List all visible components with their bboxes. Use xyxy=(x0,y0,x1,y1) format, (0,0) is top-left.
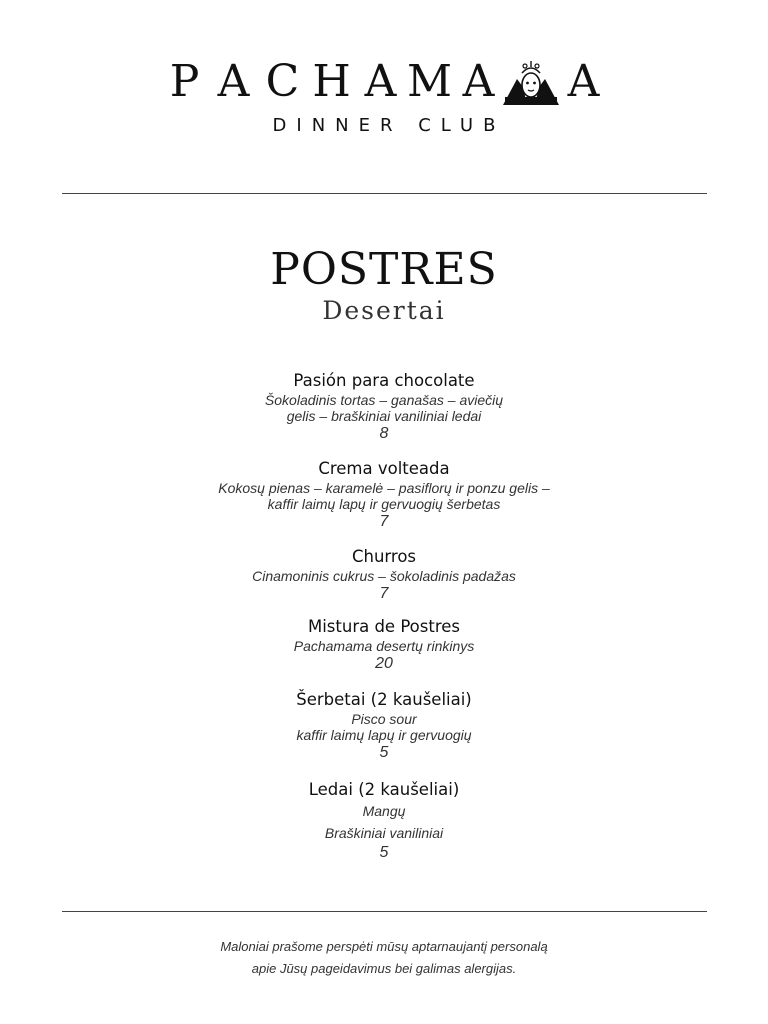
logo-letter: P xyxy=(169,56,200,107)
menu-item-desc: Braškiniai vaniliniai xyxy=(324,825,444,841)
logo-subtitle: DINNER CLUB xyxy=(272,115,506,136)
menu-item xyxy=(0,689,768,763)
menu-item-desc: Pisco sour xyxy=(351,711,417,727)
menu-item-desc: kaffir laimų lapų ir gervuogių šerbetas xyxy=(267,496,501,512)
logo-letter: A xyxy=(364,56,397,107)
menu-item xyxy=(0,779,768,863)
menu-item-price: 20 xyxy=(375,655,393,672)
menu-item xyxy=(0,370,768,444)
menu-item-price: 7 xyxy=(379,585,389,602)
menu-item-desc: Kokosų pienas – karamelė – pasiflorų ir ponzu gelis – xyxy=(218,480,550,496)
section-subtitle: Desertai xyxy=(322,296,446,325)
divider-bottom xyxy=(62,911,707,912)
menu-item-desc: Šokoladinis tortas – ganašas – aviečių xyxy=(264,392,504,408)
menu-item-price: 8 xyxy=(379,425,389,442)
menu-item-desc: Mangų xyxy=(362,803,406,819)
menu-item-desc: kaffir laimų lapų ir gervuogių xyxy=(296,727,472,743)
menu-item xyxy=(0,616,768,674)
menu-item-desc: gelis – braškiniai vaniliniai ledai xyxy=(286,408,482,424)
allergy-notice-line: apie Jūsų pageidavimus bei galimas alergijas. xyxy=(251,961,517,976)
logo-letter: A xyxy=(217,56,250,107)
menu-item-name: Šerbetai (2 kaušeliai) xyxy=(296,690,472,709)
allergy-notice xyxy=(0,936,768,980)
logo-letter: M xyxy=(406,56,453,107)
menu-item-desc: Pachamama desertų rinkinys xyxy=(293,638,475,654)
menu-item-price: 5 xyxy=(379,744,389,761)
logo-letter: A xyxy=(567,56,600,107)
menu-item-price: 7 xyxy=(379,513,389,530)
logo-wordmark xyxy=(0,56,768,107)
menu-item xyxy=(0,458,768,532)
divider-top xyxy=(62,193,707,194)
menu-item-desc: Cinamoninis cukrus – šokoladinis padažas xyxy=(252,568,516,584)
menu-item-price: 5 xyxy=(379,844,389,861)
menu-item-name: Pasión para chocolate xyxy=(293,371,475,390)
logo-letter: A xyxy=(462,56,495,107)
allergy-notice-line: Maloniai prašome perspėti mūsų aptarnaujantį personalą xyxy=(220,939,548,954)
menu-item xyxy=(0,546,768,604)
section-title: POSTRES xyxy=(270,244,498,295)
pachamama-emblem-icon xyxy=(503,59,559,105)
menu-item-name: Ledai (2 kaušeliai) xyxy=(308,780,460,799)
logo-letter: H xyxy=(312,56,351,107)
menu-item-name: Churros xyxy=(351,547,417,566)
logo-letter: C xyxy=(265,56,300,107)
menu-item-name: Mistura de Postres xyxy=(307,617,461,636)
menu-item-name: Crema volteada xyxy=(318,459,450,478)
